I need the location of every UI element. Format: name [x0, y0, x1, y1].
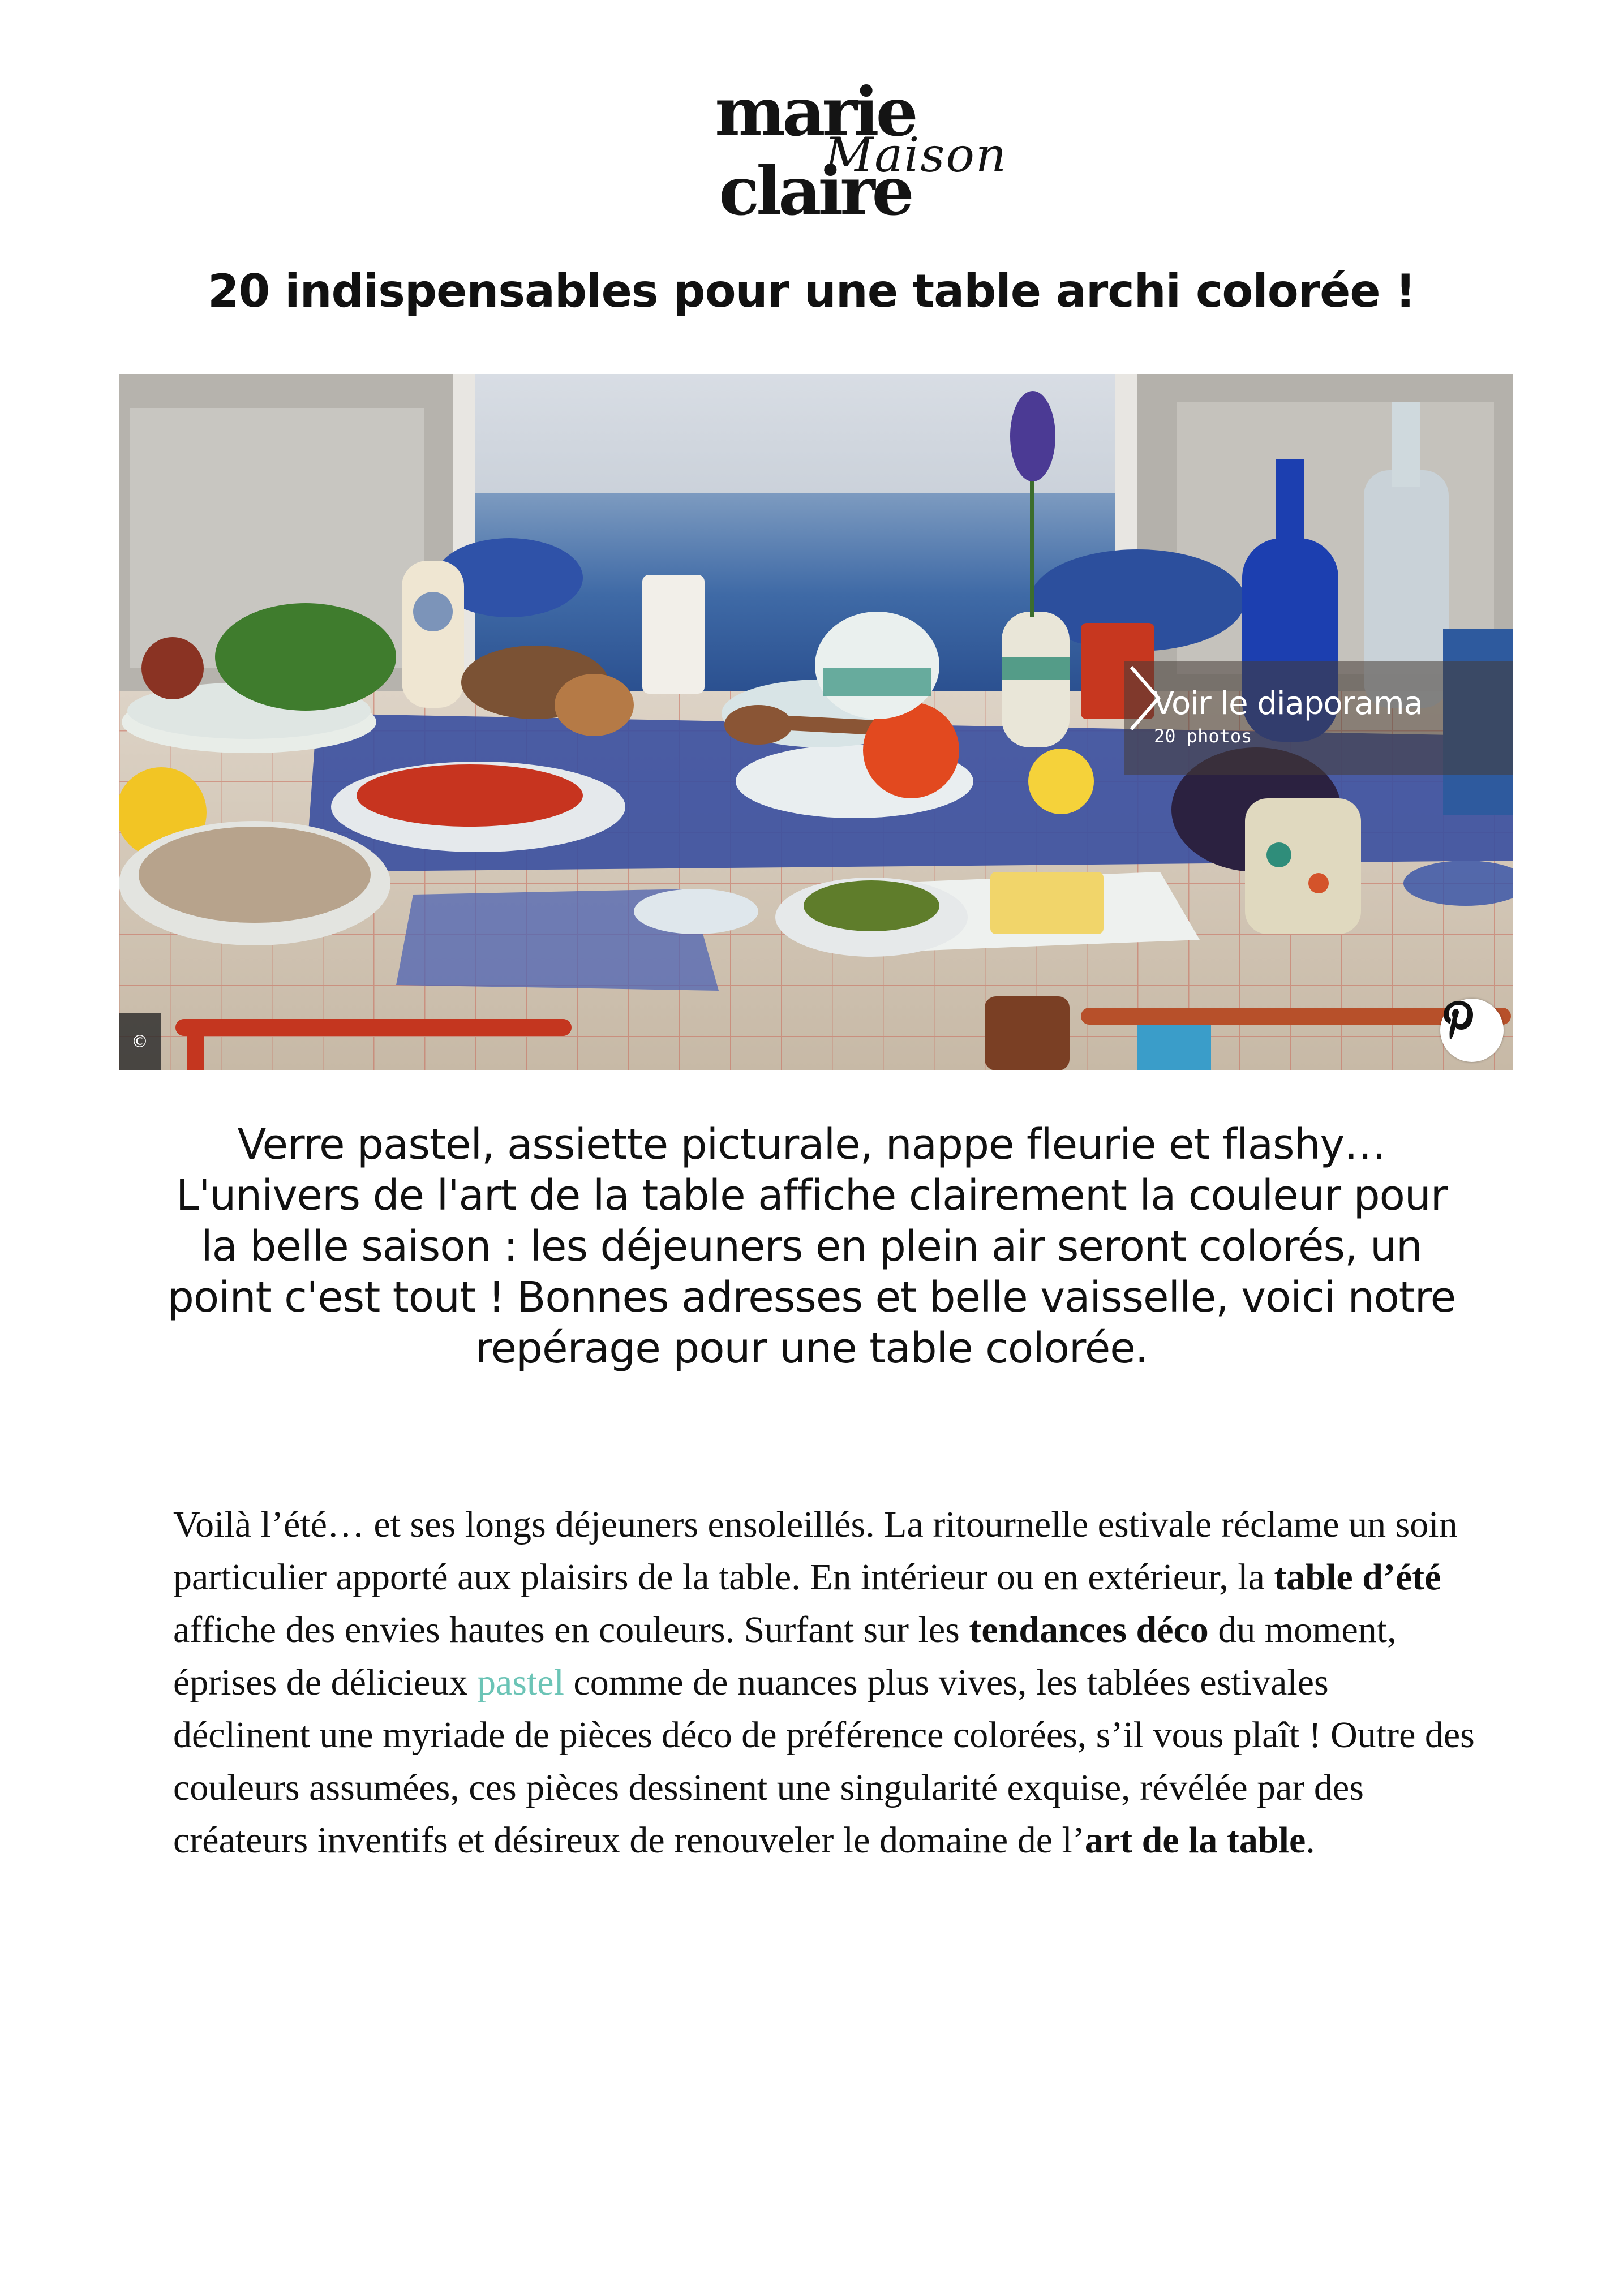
hero-image[interactable] — [119, 374, 1513, 1070]
lead-line: repérage pour une table colorée. — [475, 1324, 1148, 1373]
article-lead — [147, 1119, 1476, 1374]
body-bold-2: tendances déco — [969, 1609, 1209, 1650]
chevron-right-icon[interactable] — [1124, 661, 1164, 735]
body-bold-3: art de la table — [1084, 1820, 1306, 1861]
article-title: 20 indispensables pour une table archi colorée ! — [207, 265, 1416, 317]
pastel-link[interactable]: pastel — [476, 1662, 564, 1703]
logo-wordmark: marie claire — [715, 72, 915, 230]
body-text-5: . — [1306, 1820, 1315, 1861]
pinterest-icon[interactable] — [1440, 999, 1504, 1062]
lead-line: L'univers de l'art de la table affiche clairement la couleur pour — [175, 1171, 1448, 1220]
site-logo[interactable] — [628, 72, 1007, 230]
article-body — [173, 1498, 1475, 1867]
copyright-badge: © — [119, 1013, 161, 1070]
body-text-2: affiche des envies hautes en couleurs. Surfant sur les — [173, 1609, 969, 1650]
logo-subtitle: Maison — [825, 127, 1007, 183]
lead-line: point c'est tout ! Bonnes adresses et belle vaisselle, voici notre — [167, 1273, 1456, 1322]
slideshow-button[interactable] — [1124, 661, 1513, 775]
body-bold-1: table d’été — [1274, 1557, 1441, 1598]
lead-line: la belle saison : les déjeuners en plein air seront colorés, un — [201, 1222, 1422, 1271]
body-text-1: Voilà l’été… et ses longs déjeuners ensoleillés. La ritournelle estivale réclame un soin particulier apporté aux plaisirs de la table. En intérieur ou en extérieur, la — [173, 1504, 1458, 1598]
pinterest-glyph — [1440, 999, 1476, 1042]
slideshow-label: Voir le diaporama — [1153, 685, 1423, 722]
lead-line: Verre pastel, assiette picturale, nappe fleurie et flashy… — [237, 1120, 1386, 1169]
body-text-4: comme de nuances plus vives, les tablées estivales déclinent une myriade de pièces déco de préférence colorées, s’il vous plaît ! Outre des couleurs assumées, ces pièces dessinent une singularité exquise, révélée par des créateurs inventifs et désireux de renouveler le domaine de l’ — [173, 1662, 1475, 1861]
slideshow-count: 20 photos — [1154, 725, 1252, 747]
body-text-3: du moment, éprises de délicieux — [173, 1609, 1397, 1703]
